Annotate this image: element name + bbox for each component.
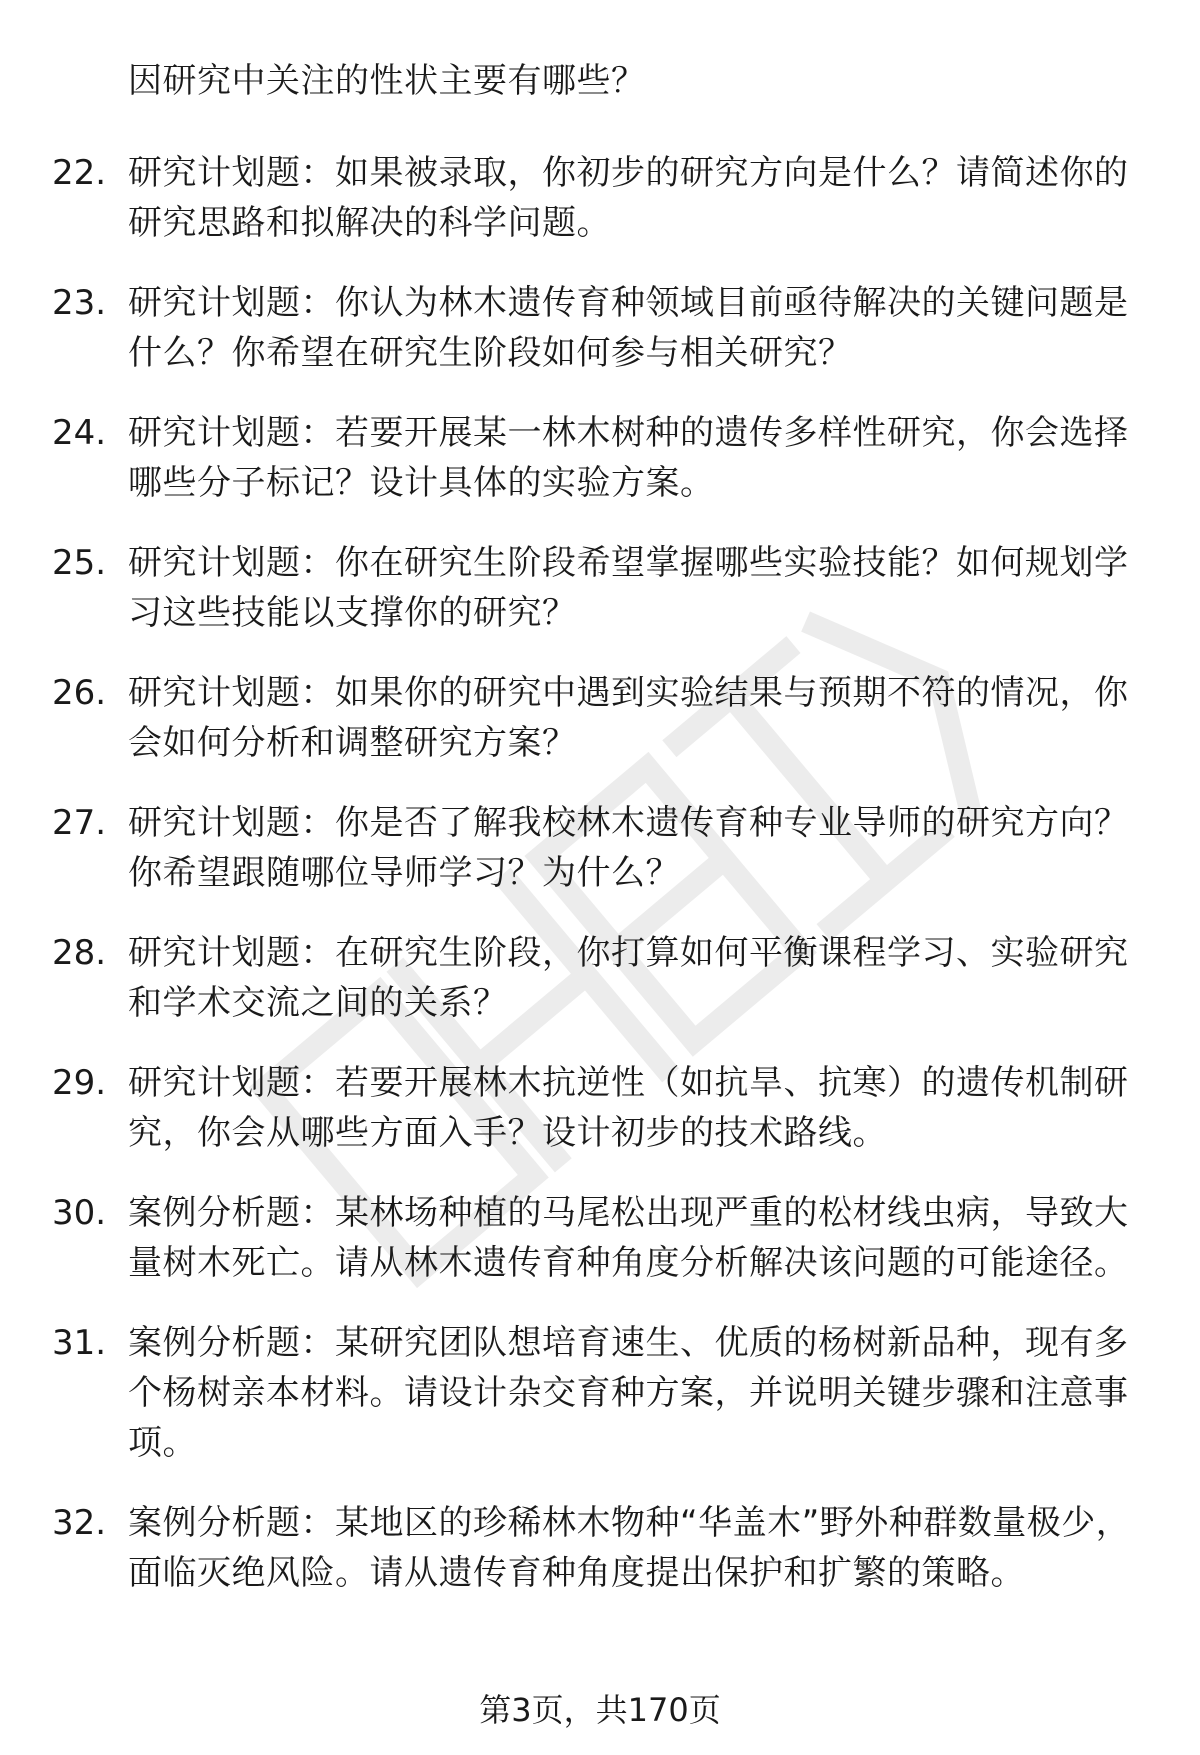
page-footer: 第3页，共170页 [479,1691,721,1729]
question-number: 28. [52,933,107,973]
question-number: 26. [52,673,107,713]
question-number: 32. [52,1503,107,1543]
question-number: 24. [52,413,107,453]
question-text: 研究计划题：若要开展林木抗逆性（如抗旱、抗寒）的遗传机制研究，你会从哪些方面入手？设计初步的技术路线。 [128,1063,1129,1153]
question-item [0,928,1200,1028]
question-item [0,148,1200,248]
question-item [0,1058,1200,1158]
question-item [0,1318,1200,1468]
question-item [0,278,1200,378]
question-text: 案例分析题：某林场种植的马尾松出现严重的松材线虫病，导致大量树木死亡。请从林木遗传育种角度分析解决该问题的可能途径。 [128,1193,1129,1283]
question-text: 研究计划题：如果你的研究中遇到实验结果与预期不符的情况，你会如何分析和调整研究方案？ [128,673,1129,763]
question-text: 研究计划题：若要开展某一林木树种的遗传多样性研究，你会选择哪些分子标记？设计具体的实验方案。 [128,413,1129,503]
question-number: 31. [52,1323,107,1363]
question-item [0,668,1200,768]
question-number: 29. [52,1063,107,1103]
question-item [0,538,1200,638]
question-number: 27. [52,803,107,843]
question-list [0,148,1200,1628]
question-text: 案例分析题：某研究团队想培育速生、优质的杨树新品种，现有多个杨树亲本材料。请设计杂交育种方案，并说明关键步骤和注意事项。 [128,1323,1129,1463]
question-number: 23. [52,283,107,323]
question-text: 研究计划题：你认为林木遗传育种领域目前亟待解决的关键问题是什么？你希望在研究生阶段如何参与相关研究？ [128,283,1129,373]
question-text: 研究计划题：在研究生阶段，你打算如何平衡课程学习、实验研究和学术交流之间的关系？ [128,933,1129,1023]
question-text: 研究计划题：如果被录取，你初步的研究方向是什么？请简述你的研究思路和拟解决的科学问题。 [128,153,1129,243]
question-number: 25. [52,543,107,583]
question-number: 22. [52,153,107,193]
continuation-text: 因研究中关注的性状主要有哪些？ [128,61,646,101]
question-number: 30. [52,1193,107,1233]
question-item [0,408,1200,508]
question-text: 研究计划题：你在研究生阶段希望掌握哪些实验技能？如何规划学习这些技能以支撑你的研究？ [128,543,1129,633]
question-item [0,1498,1200,1598]
question-item [0,798,1200,898]
question-text: 案例分析题：某地区的珍稀林木物种“华盖木”野外种群数量极少，面临灭绝风险。请从遗传育种角度提出保护和扩繁的策略。 [128,1503,1131,1593]
question-text: 研究计划题：你是否了解我校林木遗传育种专业导师的研究方向？你希望跟随哪位导师学习？为什么？ [128,803,1129,893]
question-item [0,1188,1200,1288]
